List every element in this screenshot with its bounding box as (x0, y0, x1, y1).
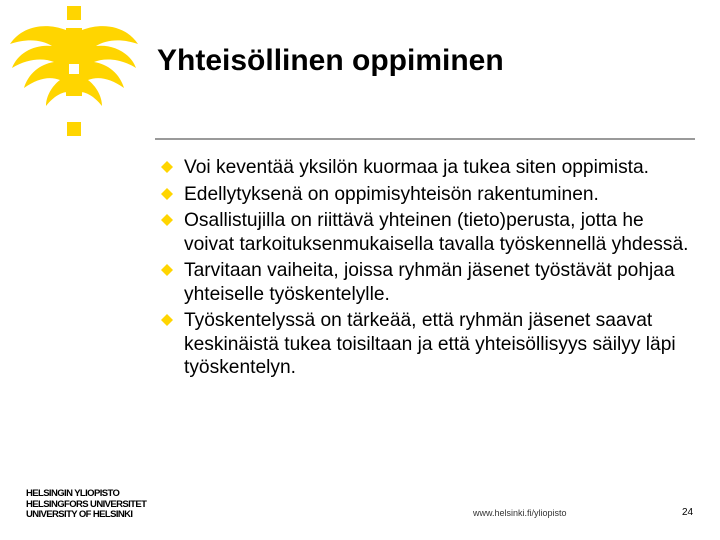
page-number: 24 (682, 507, 694, 518)
university-name-sv: HELSINGFORS UNIVERSITET (26, 498, 147, 510)
footer-url: www.helsinki.fi/yliopisto (473, 508, 567, 518)
university-name-fi: HELSINGIN YLIOPISTO (26, 488, 120, 499)
bullet-item (160, 259, 690, 306)
helsinki-flame-logo-icon (0, 0, 160, 150)
bullet-item (160, 183, 690, 207)
bullet-text: Tarvitaan vaiheita, joissa ryhmän jäsenet työstävät pohjaa yhteiselle työskentelylle. (184, 260, 675, 305)
bullet-text: Työskentelyssä on tärkeää, että ryhmän jäsenet saavat keskinäistä tukea toisiltaan ja että yhteisöllisyys säilyy läpi työskentelyn. (184, 310, 676, 378)
bullet-item (160, 309, 690, 380)
diamond-bullet-icon (161, 214, 173, 226)
bullet-item (160, 209, 690, 256)
university-name-en: UNIVERSITY OF HELSINKI (26, 509, 133, 521)
bullet-text: Edellytyksenä on oppimisyhteisön rakentuminen. (184, 183, 599, 205)
bullet-text: Voi keventää yksilön kuormaa ja tukea siten oppimista. (184, 157, 650, 178)
slide-title: Yhteisöllinen oppiminen (157, 44, 504, 77)
diamond-bullet-icon (161, 188, 173, 200)
diamond-bullet-icon (161, 161, 173, 173)
title-divider (155, 138, 695, 140)
diamond-bullet-icon (161, 264, 173, 276)
bullet-text: Osallistujilla on riittävä yhteinen (tieto)perusta, jotta he voivat tarkoituksenmukaisella tavalla työskennellä yhdessä. (184, 210, 689, 255)
bullet-item (160, 156, 690, 180)
university-wordmark (26, 489, 146, 521)
diamond-bullet-icon (161, 314, 173, 326)
bullet-list (160, 156, 690, 383)
